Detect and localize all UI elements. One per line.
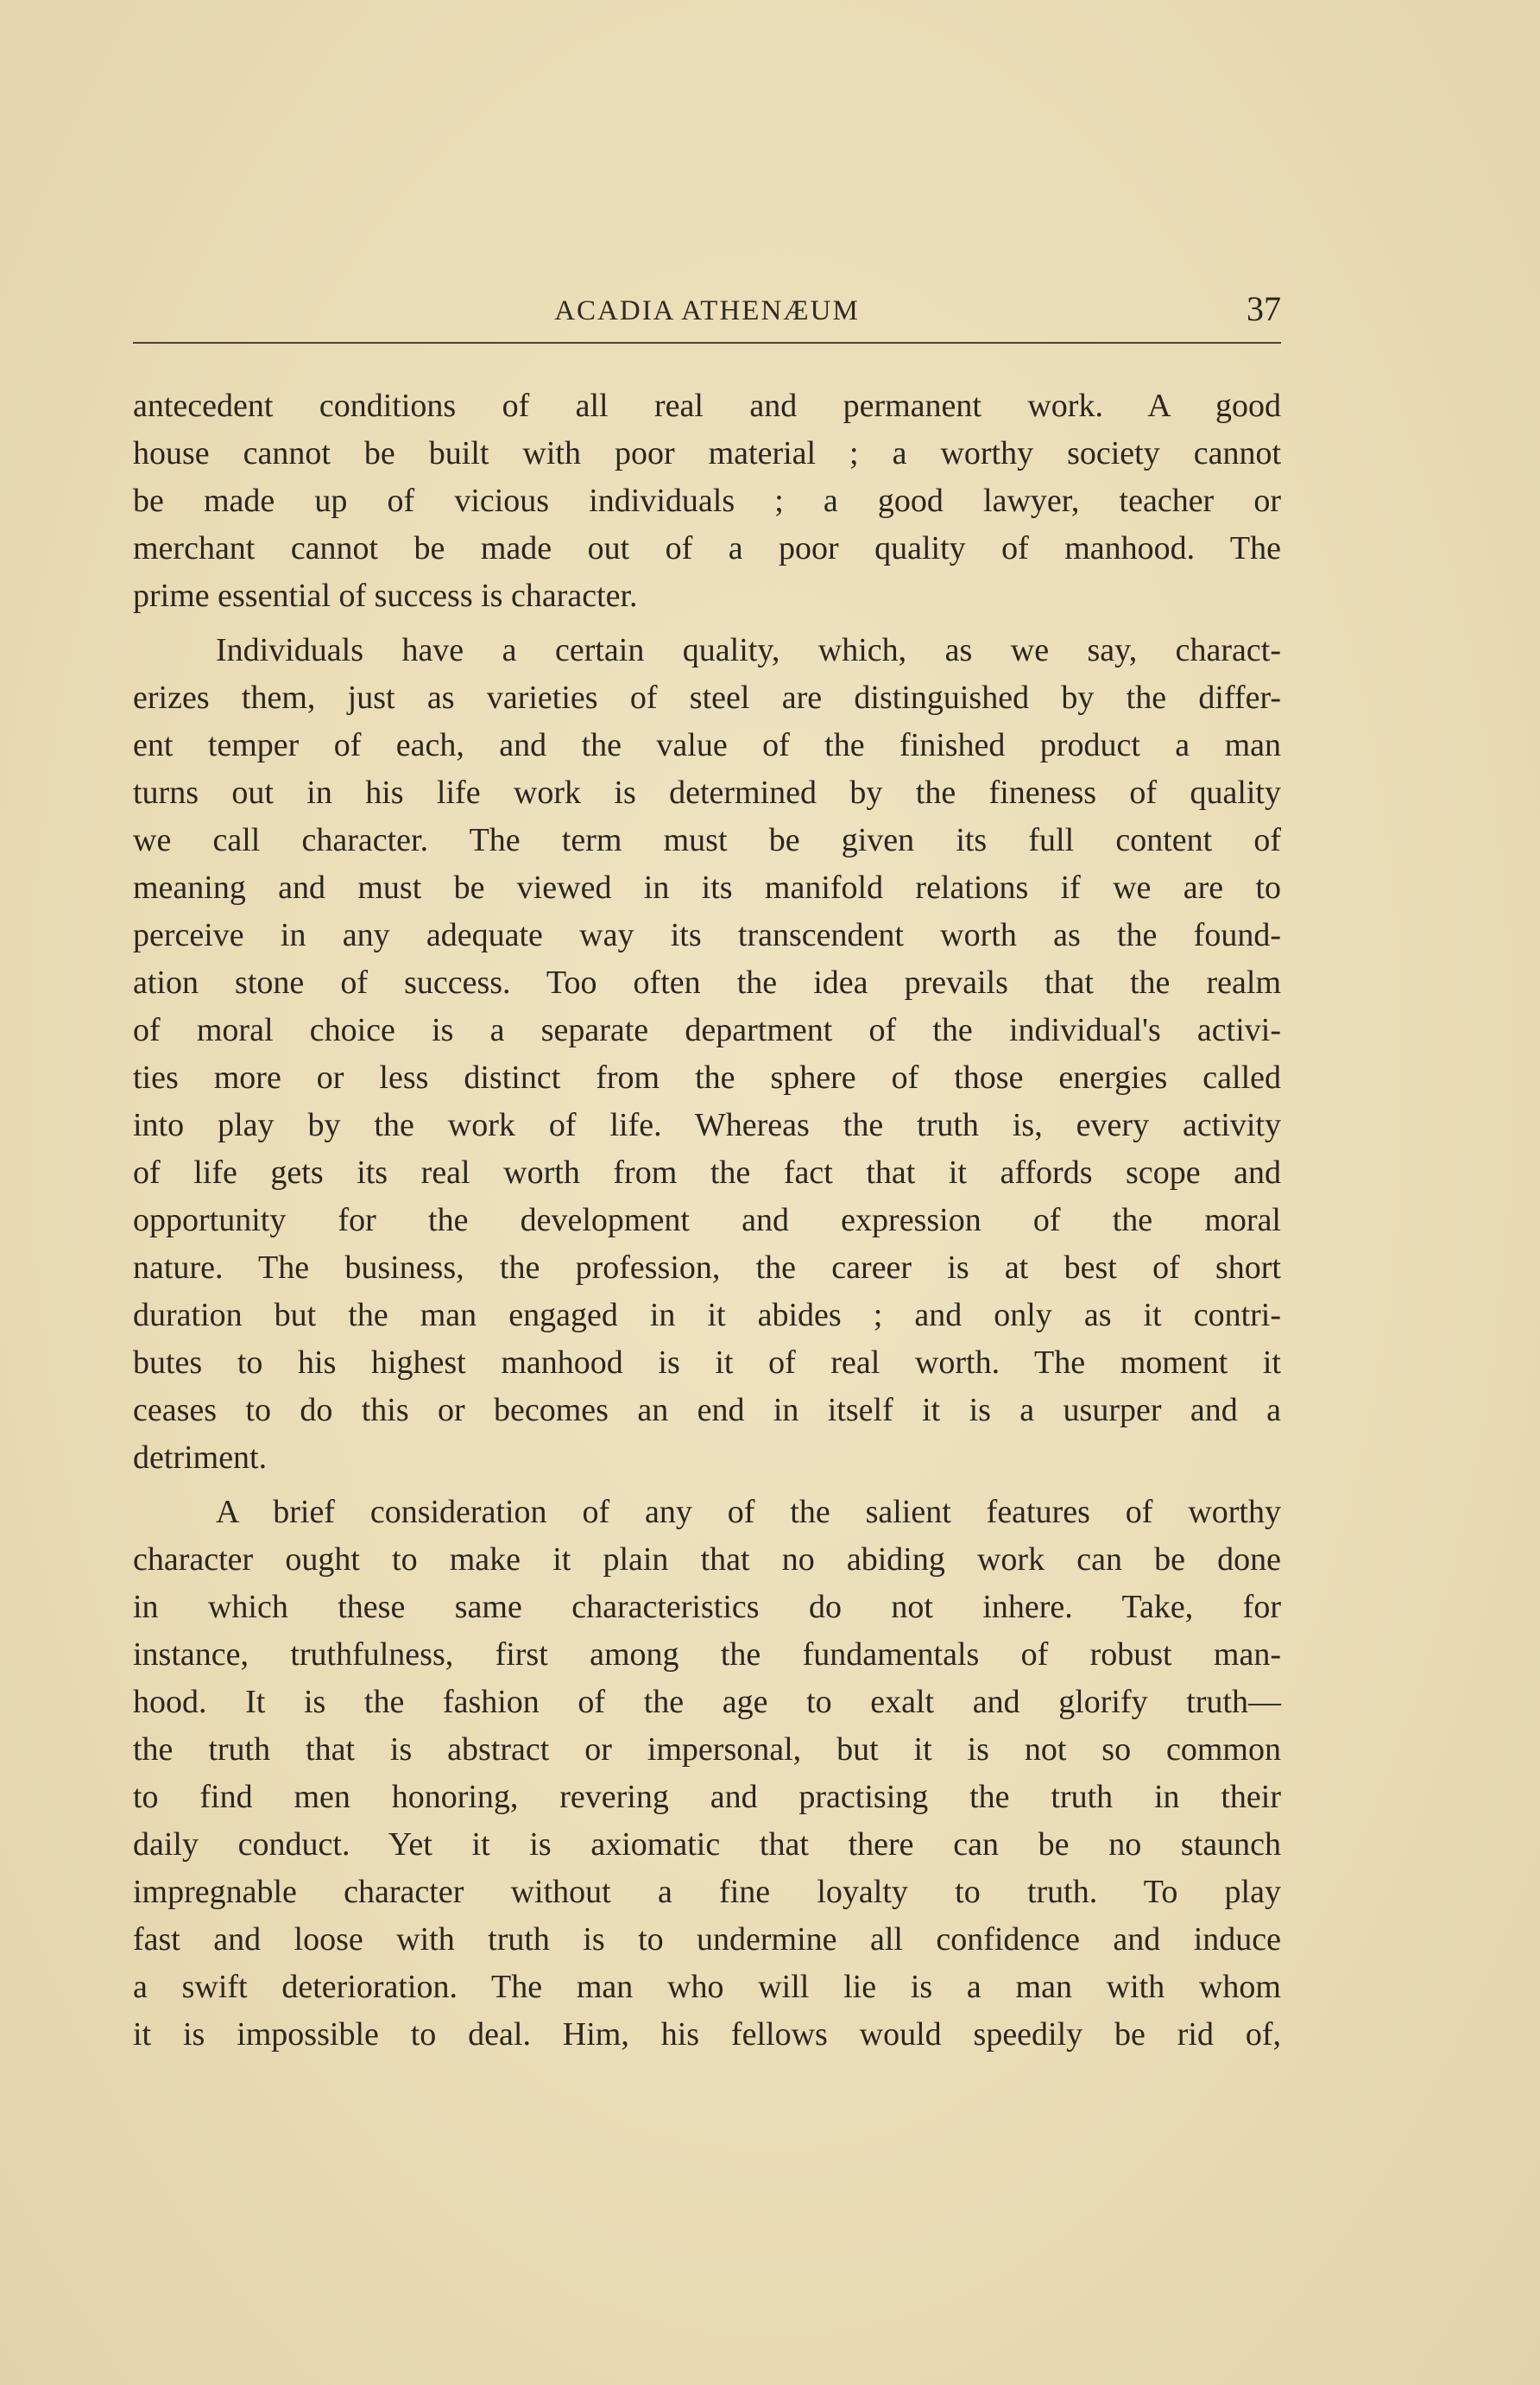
text-line: nature. The business, the profession, the career is at best of short (133, 1249, 1281, 1286)
text-line: of moral choice is a separate department of the individual's activi- (133, 1012, 1281, 1048)
text-line: into play by the work of life. Whereas the truth is, every activity (133, 1107, 1281, 1143)
text-line: meaning and must be viewed in its manifold relations if we are to (133, 870, 1281, 906)
text-line: the truth that is abstract or impersonal, but it is not so common (133, 1731, 1281, 1768)
text-line: fast and loose with truth is to undermine all confidence and induce (133, 1921, 1281, 1958)
paragraph-3 (133, 1489, 1281, 2059)
text-line: ation stone of success. Too often the idea prevails that the realm (133, 965, 1281, 1001)
text-line: impregnable character without a fine loyalty to truth. To play (133, 1874, 1281, 1910)
text-line: prime essential of success is character. (133, 578, 638, 614)
text-line: duration but the man engaged in it abides ; and only as it contri- (133, 1297, 1281, 1333)
text-line: be made up of vicious individuals ; a good lawyer, teacher or (133, 483, 1281, 519)
page-number: 37 (1247, 289, 1281, 328)
text-line: ties more or less distinct from the sphere of those energies called (133, 1060, 1281, 1096)
paragraph-1 (133, 383, 1281, 620)
text-line: detriment. (133, 1439, 268, 1476)
text-line: in which these same characteristics do not inhere. Take, for (133, 1589, 1281, 1625)
text-line: ceases to do this or becomes an end in itself it is a usurper and a (133, 1392, 1281, 1428)
running-title: ACADIA ATHENÆUM (554, 295, 860, 326)
text-line: turns out in his life work is determined by the fineness of quality (133, 775, 1281, 811)
text-line: hood. It is the fashion of the age to exalt and glorify truth— (133, 1684, 1281, 1720)
text-line: merchant cannot be made out of a poor quality of manhood. The (133, 530, 1281, 566)
text-line: antecedent conditions of all real and permanent work. A good (133, 388, 1281, 424)
text-line: house cannot be built with poor material ; a worthy society cannot (133, 435, 1281, 471)
text-line: Individuals have a certain quality, which, as we say, charact- (216, 632, 1281, 668)
text-line: butes to his highest manhood is it of real worth. The moment it (133, 1344, 1281, 1381)
page-header (133, 285, 1281, 345)
header-rule (133, 342, 1281, 344)
text-line: daily conduct. Yet it is axiomatic that there can be no staunch (133, 1826, 1281, 1863)
text-line: to find men honoring, revering and practising the truth in their (133, 1779, 1281, 1815)
text-line: instance, truthfulness, first among the fundamentals of robust man- (133, 1636, 1281, 1673)
body-text (133, 383, 1281, 2066)
text-line: ent temper of each, and the value of the finished product a man (133, 727, 1281, 763)
text-line: it is impossible to deal. Him, his fellows would speedily be rid of, (133, 2016, 1281, 2053)
text-line: perceive in any adequate way its transcendent worth as the found- (133, 917, 1281, 953)
text-line: character ought to make it plain that no abiding work can be done (133, 1541, 1281, 1578)
text-line: opportunity for the development and expression of the moral (133, 1202, 1281, 1238)
paragraph-2 (133, 627, 1281, 1482)
text-line: we call character. The term must be given its full content of (133, 822, 1281, 858)
text-line: of life gets its real worth from the fact that it affords scope and (133, 1155, 1281, 1191)
text-line: erizes them, just as varieties of steel are distinguished by the differ- (133, 680, 1281, 716)
text-line: a swift deterioration. The man who will lie is a man with whom (133, 1969, 1281, 2005)
text-line: A brief consideration of any of the salient features of worthy (216, 1494, 1281, 1530)
